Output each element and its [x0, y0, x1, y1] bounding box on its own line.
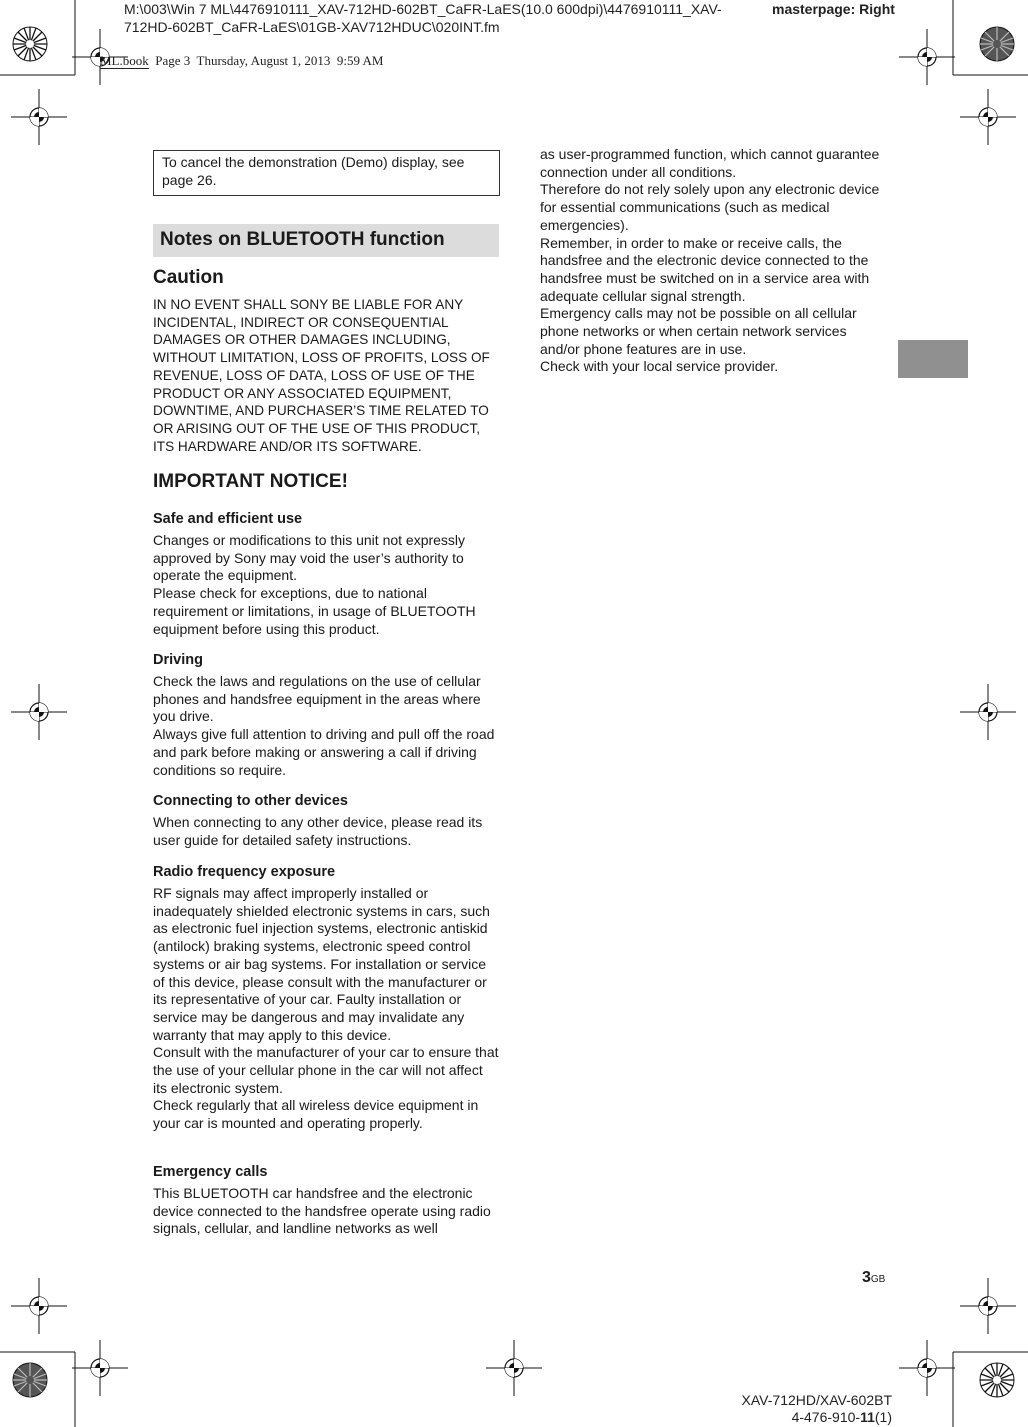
- part-number-suffix: (1): [874, 1409, 892, 1425]
- connecting-heading: Connecting to other devices: [153, 793, 348, 809]
- demo-note-text: To cancel the demonstration (Demo) display, see page 26.: [162, 154, 465, 188]
- page-number-suffix: GB: [870, 1274, 886, 1285]
- emergency-calls-heading: Emergency calls: [153, 1164, 268, 1180]
- driving-heading: Driving: [153, 652, 203, 668]
- section-title: Notes on BLUETOOTH function: [160, 229, 445, 250]
- book-stamp: [100, 53, 383, 69]
- emergency-calls-body: This BLUETOOTH car handsfree and the electronic device connected to the handsfree operate using radio signals, cellular, and landline networks as well: [153, 1185, 491, 1237]
- caution-heading: Caution: [153, 267, 224, 288]
- model-name: XAV-712HD/XAV-602BT: [741, 1392, 892, 1408]
- book-stamp-book: ML.book: [100, 53, 149, 68]
- safe-use-body: Changes or modifications to this unit not expressly approved by Sony may void the user’s authority to operate the equipment. Please check for exceptions, due to national requirement or limitations, in usage of BLUETOOTH equipment before using this product.: [153, 532, 476, 637]
- demo-note-box: [153, 150, 500, 196]
- connecting-body: When connecting to any other device, please read its user guide for detailed safety instructions.: [153, 814, 483, 848]
- section-title-bar: [153, 224, 499, 257]
- rf-exposure-body: RF signals may affect improperly installed or inadequately shielded electronic systems in cars, such as electronic fuel injection systems, electronic antiskid (antilock) braking systems, electronic speed control systems or air bag systems. For installation or service of this device, please consult with the manufacturer or its representative of your car. Faulty installation or service may be dangerous and may invalidate any warranty that may apply to this device. Consult with the manufacturer of your car to ensure that the use of your cellular phone in the car will not affect its electronic system. Check regularly that all wireless device equipment in your car is mounted and operating properly.: [153, 885, 499, 1132]
- model-info: [700, 1392, 892, 1426]
- rf-exposure-heading: Radio frequency exposure: [153, 864, 336, 880]
- important-notice-heading: IMPORTANT NOTICE!: [153, 471, 348, 492]
- part-number-prefix: 4-476-910-: [791, 1409, 861, 1425]
- book-stamp-rest: Page 3 Thursday, August 1, 2013 9:59 AM: [148, 53, 384, 68]
- section-thumb-tab: [898, 340, 968, 378]
- file-path-header: M:\003\Win 7 ML\4476910111_XAV-712HD-602BT_CaFR-LaES(10.0 600dpi)\4476910111_XAV-712HD-602BT_CaFR-LaES\01GB-XAV712HDUC\020INT.fm: [124, 1, 722, 35]
- masterpage-label: masterpage: Right: [772, 1, 895, 17]
- page-number-value: 3: [862, 1269, 871, 1286]
- safe-use-heading: Safe and efficient use: [153, 511, 303, 527]
- page-number: [862, 1269, 885, 1287]
- driving-body: Check the laws and regulations on the use of cellular phones and handsfree equipment in the areas where you drive. Always give full attention to driving and pull off the road and park before making or answering a call if driving conditions so require.: [153, 673, 495, 778]
- part-number-bold: 11: [860, 1409, 875, 1425]
- part-number: [700, 1409, 892, 1426]
- caution-body: IN NO EVENT SHALL SONY BE LIABLE FOR ANY INCIDENTAL, INDIRECT OR CONSEQUENTIAL DAMAGES OR OTHER DAMAGES INCLUDING, WITHOUT LIMITATION, LOSS OF PROFITS, LOSS OF REVENUE, LOSS OF DATA, LOSS OF USE OF THE PRODUCT OR ANY ASSOCIATED EQUIPMENT, DOWNTIME, AND PURCHASER’S TIME RELATED TO OR ARISING OUT OF THE USE OF THIS PRODUCT, ITS HARDWARE AND/OR ITS SOFTWARE.: [153, 297, 490, 454]
- right-column-text: as user-programmed function, which cannot guarantee connection under all conditions. Therefore do not rely solely upon any electronic device for essential communications (such as medical emergencies). Remember, in order to make or receive calls, the handsfree and the electronic device connected to the handsfree must be switched on in a service area with adequate cellular signal strength. Emergency calls may not be possible on all cellular phone networks or when certain network services and/or phone features are in use. Check with your local service provider.: [540, 146, 880, 375]
